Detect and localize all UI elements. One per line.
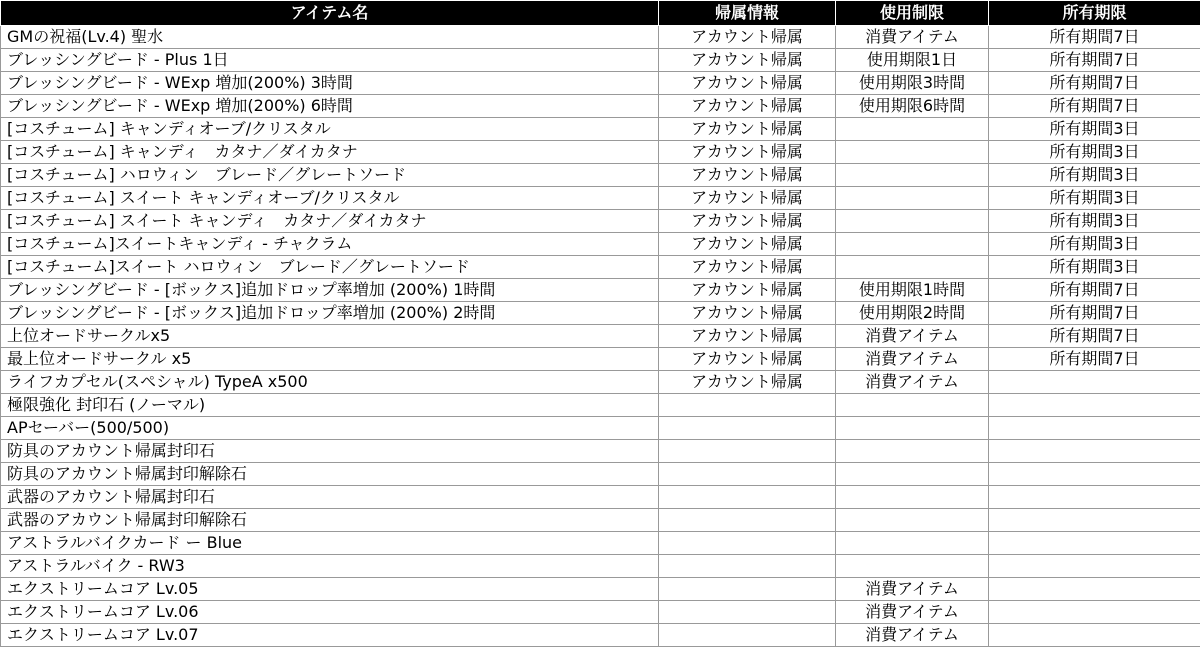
cell-ownership-period: [989, 624, 1200, 647]
cell-binding: [659, 463, 836, 486]
cell-binding: [659, 532, 836, 555]
cell-item-name: 極限強化 封印石 (ノーマル): [1, 394, 659, 417]
cell-ownership-period: [989, 371, 1200, 394]
cell-usage-limit: 使用期限6時間: [836, 95, 989, 118]
table-row: [1, 624, 1200, 647]
cell-usage-limit: 消費アイテム: [836, 371, 989, 394]
cell-usage-limit: [836, 440, 989, 463]
table-row: [1, 233, 1200, 256]
table-row: [1, 118, 1200, 141]
cell-ownership-period: 所有期間3日: [989, 233, 1200, 256]
cell-item-name: 防具のアカウント帰属封印解除石: [1, 463, 659, 486]
cell-ownership-period: 所有期間7日: [989, 72, 1200, 95]
cell-binding: アカウント帰属: [659, 95, 836, 118]
cell-ownership-period: [989, 463, 1200, 486]
table-row: [1, 486, 1200, 509]
cell-ownership-period: [989, 394, 1200, 417]
cell-ownership-period: 所有期間7日: [989, 49, 1200, 72]
table-row: [1, 164, 1200, 187]
cell-item-name: [コスチューム] ハロウィン ブレード／グレートソード: [1, 164, 659, 187]
cell-item-name: 最上位オードサークル x5: [1, 348, 659, 371]
cell-ownership-period: [989, 578, 1200, 601]
cell-binding: アカウント帰属: [659, 26, 836, 49]
cell-ownership-period: [989, 417, 1200, 440]
cell-item-name: [コスチューム] キャンディオーブ/クリスタル: [1, 118, 659, 141]
cell-item-name: GMの祝福(Lv.4) 聖水: [1, 26, 659, 49]
cell-ownership-period: 所有期間3日: [989, 164, 1200, 187]
cell-binding: [659, 486, 836, 509]
cell-binding: [659, 394, 836, 417]
table-row: [1, 532, 1200, 555]
cell-binding: アカウント帰属: [659, 348, 836, 371]
cell-item-name: エクストリームコア Lv.05: [1, 578, 659, 601]
cell-binding: [659, 417, 836, 440]
cell-usage-limit: 消費アイテム: [836, 578, 989, 601]
cell-binding: アカウント帰属: [659, 118, 836, 141]
table-row: [1, 509, 1200, 532]
table-row: [1, 72, 1200, 95]
cell-usage-limit: [836, 118, 989, 141]
cell-item-name: ブレッシングビード - WExp 増加(200%) 6時間: [1, 95, 659, 118]
cell-binding: アカウント帰属: [659, 164, 836, 187]
cell-binding: アカウント帰属: [659, 49, 836, 72]
cell-item-name: 武器のアカウント帰属封印石: [1, 486, 659, 509]
cell-item-name: APセーバー(500/500): [1, 417, 659, 440]
table-body: [1, 26, 1200, 647]
cell-usage-limit: [836, 463, 989, 486]
table-row: [1, 49, 1200, 72]
cell-usage-limit: 消費アイテム: [836, 348, 989, 371]
cell-binding: アカウント帰属: [659, 233, 836, 256]
cell-usage-limit: [836, 486, 989, 509]
cell-usage-limit: 消費アイテム: [836, 601, 989, 624]
cell-ownership-period: [989, 532, 1200, 555]
cell-binding: アカウント帰属: [659, 72, 836, 95]
cell-binding: [659, 624, 836, 647]
cell-ownership-period: 所有期間3日: [989, 210, 1200, 233]
cell-binding: [659, 601, 836, 624]
cell-ownership-period: 所有期間7日: [989, 348, 1200, 371]
cell-usage-limit: [836, 187, 989, 210]
header-item-name: アイテム名: [1, 1, 659, 26]
table-row: [1, 279, 1200, 302]
table-row: [1, 95, 1200, 118]
cell-binding: [659, 440, 836, 463]
table-row: [1, 26, 1200, 49]
table-header: [1, 1, 1200, 26]
cell-item-name: 上位オードサークルx5: [1, 325, 659, 348]
cell-usage-limit: 消費アイテム: [836, 624, 989, 647]
cell-item-name: アストラルバイクカード ー Blue: [1, 532, 659, 555]
cell-usage-limit: [836, 164, 989, 187]
cell-ownership-period: [989, 555, 1200, 578]
cell-binding: [659, 509, 836, 532]
cell-item-name: 防具のアカウント帰属封印石: [1, 440, 659, 463]
cell-item-name: [コスチューム] スイート キャンディ カタナ／ダイカタナ: [1, 210, 659, 233]
cell-item-name: [コスチューム] スイート キャンディオーブ/クリスタル: [1, 187, 659, 210]
cell-item-name: [コスチューム]スイートキャンディ - チャクラム: [1, 233, 659, 256]
cell-item-name: アストラルバイク - RW3: [1, 555, 659, 578]
header-row: [1, 1, 1200, 26]
cell-item-name: ブレッシングビード - [ボックス]追加ドロップ率増加 (200%) 1時間: [1, 279, 659, 302]
table-row: [1, 417, 1200, 440]
cell-binding: [659, 578, 836, 601]
cell-binding: アカウント帰属: [659, 256, 836, 279]
cell-ownership-period: 所有期間3日: [989, 141, 1200, 164]
cell-ownership-period: 所有期間7日: [989, 302, 1200, 325]
cell-usage-limit: [836, 394, 989, 417]
table-row: [1, 210, 1200, 233]
cell-item-name: エクストリームコア Lv.06: [1, 601, 659, 624]
cell-ownership-period: 所有期間7日: [989, 325, 1200, 348]
cell-ownership-period: [989, 486, 1200, 509]
cell-item-name: ブレッシングビード - WExp 増加(200%) 3時間: [1, 72, 659, 95]
cell-usage-limit: 使用期限2時間: [836, 302, 989, 325]
table-row: [1, 348, 1200, 371]
table-row: [1, 187, 1200, 210]
cell-usage-limit: [836, 233, 989, 256]
cell-usage-limit: 消費アイテム: [836, 325, 989, 348]
table-row: [1, 141, 1200, 164]
header-usage-limit: 使用制限: [836, 1, 989, 26]
cell-item-name: ブレッシングビード - [ボックス]追加ドロップ率増加 (200%) 2時間: [1, 302, 659, 325]
header-binding: 帰属情報: [659, 1, 836, 26]
cell-binding: アカウント帰属: [659, 210, 836, 233]
cell-binding: アカウント帰属: [659, 187, 836, 210]
cell-item-name: [コスチューム] キャンディ カタナ／ダイカタナ: [1, 141, 659, 164]
cell-ownership-period: 所有期間7日: [989, 279, 1200, 302]
cell-usage-limit: 使用期限1時間: [836, 279, 989, 302]
cell-usage-limit: [836, 509, 989, 532]
cell-ownership-period: [989, 440, 1200, 463]
table-row: [1, 371, 1200, 394]
cell-ownership-period: 所有期間3日: [989, 187, 1200, 210]
cell-ownership-period: [989, 509, 1200, 532]
table-row: [1, 601, 1200, 624]
table-row: [1, 578, 1200, 601]
cell-ownership-period: [989, 601, 1200, 624]
cell-item-name: エクストリームコア Lv.07: [1, 624, 659, 647]
cell-ownership-period: 所有期間3日: [989, 118, 1200, 141]
cell-binding: アカウント帰属: [659, 371, 836, 394]
table-row: [1, 325, 1200, 348]
table-row: [1, 256, 1200, 279]
cell-usage-limit: [836, 256, 989, 279]
cell-ownership-period: 所有期間7日: [989, 95, 1200, 118]
cell-binding: アカウント帰属: [659, 279, 836, 302]
table-row: [1, 394, 1200, 417]
cell-binding: [659, 555, 836, 578]
cell-usage-limit: [836, 555, 989, 578]
cell-usage-limit: 使用期限1日: [836, 49, 989, 72]
table-row: [1, 302, 1200, 325]
cell-ownership-period: 所有期間7日: [989, 26, 1200, 49]
cell-usage-limit: [836, 532, 989, 555]
cell-item-name: 武器のアカウント帰属封印解除石: [1, 509, 659, 532]
cell-binding: アカウント帰属: [659, 325, 836, 348]
cell-item-name: ブレッシングビード - Plus 1日: [1, 49, 659, 72]
cell-ownership-period: 所有期間3日: [989, 256, 1200, 279]
header-ownership-period: 所有期限: [989, 1, 1200, 26]
cell-usage-limit: [836, 417, 989, 440]
cell-usage-limit: 使用期限3時間: [836, 72, 989, 95]
cell-usage-limit: [836, 141, 989, 164]
cell-usage-limit: 消費アイテム: [836, 26, 989, 49]
cell-binding: アカウント帰属: [659, 141, 836, 164]
cell-item-name: [コスチューム]スイート ハロウィン ブレード／グレートソード: [1, 256, 659, 279]
cell-usage-limit: [836, 210, 989, 233]
cell-item-name: ライフカプセル(スペシャル) TypeA x500: [1, 371, 659, 394]
table-row: [1, 555, 1200, 578]
table-row: [1, 463, 1200, 486]
cell-binding: アカウント帰属: [659, 302, 836, 325]
table-row: [1, 440, 1200, 463]
